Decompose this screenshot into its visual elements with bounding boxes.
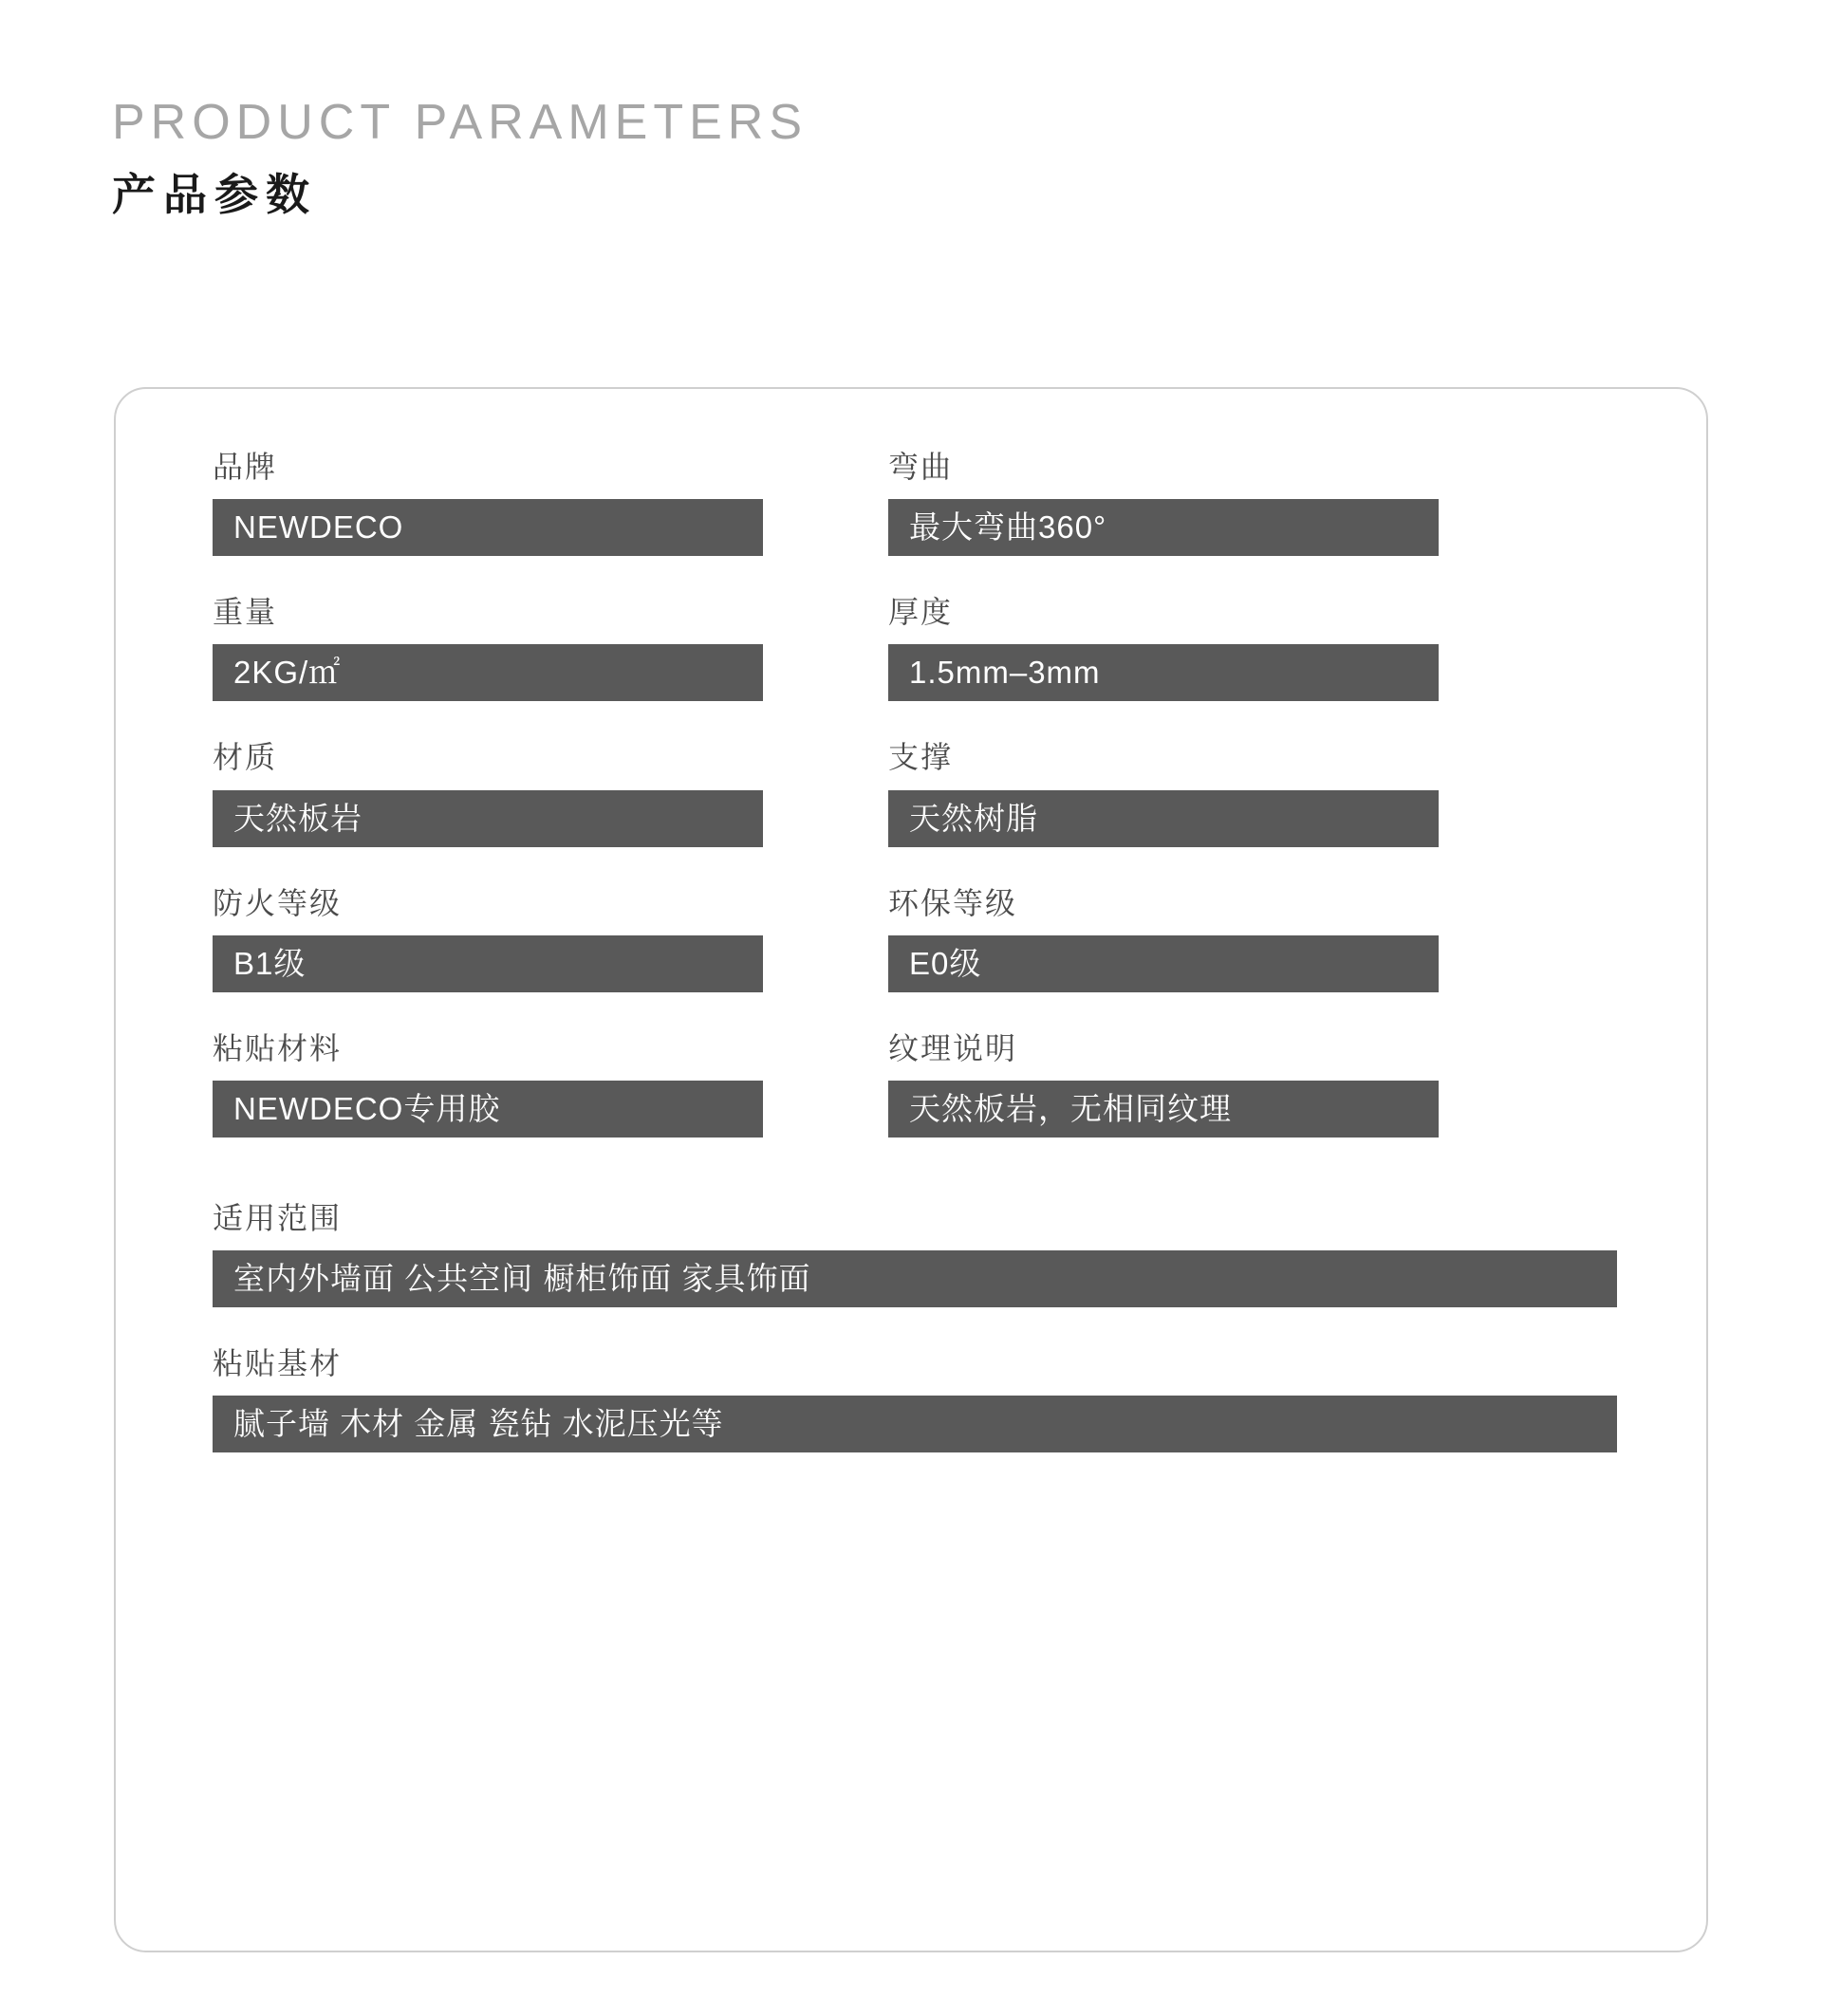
parameter-item-bending — [888, 451, 1439, 556]
parameter-item-thickness — [888, 596, 1439, 701]
parameter-value: 1.5mm–3mm — [888, 644, 1439, 701]
parameter-label: 粘贴基材 — [213, 1346, 343, 1381]
parameter-label: 品牌 — [213, 450, 278, 484]
parameter-label: 重量 — [213, 595, 278, 630]
page-title-cn: 产品参数 — [112, 169, 317, 219]
parameter-value: NEWDECO专用胶 — [213, 1081, 763, 1137]
parameter-value: 最大弯曲360° — [888, 499, 1439, 556]
page-header — [112, 95, 808, 221]
parameter-value: NEWDECO — [213, 499, 763, 556]
parameter-label: 弯曲 — [888, 450, 954, 484]
parameter-value: 室内外墙面 公共空间 橱柜饰面 家具饰面 — [213, 1250, 1617, 1307]
parameter-label: 环保等级 — [888, 885, 1018, 920]
parameter-value: 天然树脂 — [888, 790, 1439, 847]
parameter-value: 天然板岩，无相同纹理 — [888, 1081, 1439, 1137]
parameter-label: 支撑 — [888, 740, 954, 775]
parameter-item-texture-note — [888, 1032, 1439, 1137]
parameter-label: 厚度 — [888, 595, 954, 630]
parameter-item-support — [888, 741, 1439, 846]
parameter-item-substrate — [213, 1347, 1617, 1452]
parameter-row — [213, 887, 1617, 992]
parameter-value: 腻子墙 木材 金属 瓷钻 水泥压光等 — [213, 1396, 1617, 1452]
page-title-en: PRODUCT PARAMETERS — [112, 95, 809, 150]
parameter-row — [213, 1032, 1617, 1137]
parameters-grid — [213, 451, 1617, 1492]
parameter-value: 2KG/㎡ — [213, 644, 763, 701]
parameters-card — [114, 387, 1708, 1952]
parameter-label: 适用范围 — [213, 1200, 343, 1235]
parameter-label: 防火等级 — [213, 885, 343, 920]
parameter-value: B1级 — [213, 935, 763, 992]
parameter-row — [213, 451, 1617, 556]
parameter-row-full — [213, 1202, 1617, 1307]
parameter-value: E0级 — [888, 935, 1439, 992]
parameter-label: 粘贴材料 — [213, 1030, 343, 1065]
row-spacer — [213, 1177, 1617, 1202]
parameter-row-full — [213, 1347, 1617, 1452]
parameter-item-adhesive — [213, 1032, 763, 1137]
parameter-item-material — [213, 741, 763, 846]
parameter-item-weight — [213, 596, 763, 701]
parameter-item-fire-rating — [213, 887, 763, 992]
parameter-item-brand — [213, 451, 763, 556]
parameter-item-eco-rating — [888, 887, 1439, 992]
parameter-row — [213, 741, 1617, 846]
parameter-label: 材质 — [213, 740, 278, 775]
parameter-label: 纹理说明 — [888, 1030, 1018, 1065]
parameter-row — [213, 596, 1617, 701]
parameter-value: 天然板岩 — [213, 790, 763, 847]
parameter-item-application-scope — [213, 1202, 1617, 1307]
